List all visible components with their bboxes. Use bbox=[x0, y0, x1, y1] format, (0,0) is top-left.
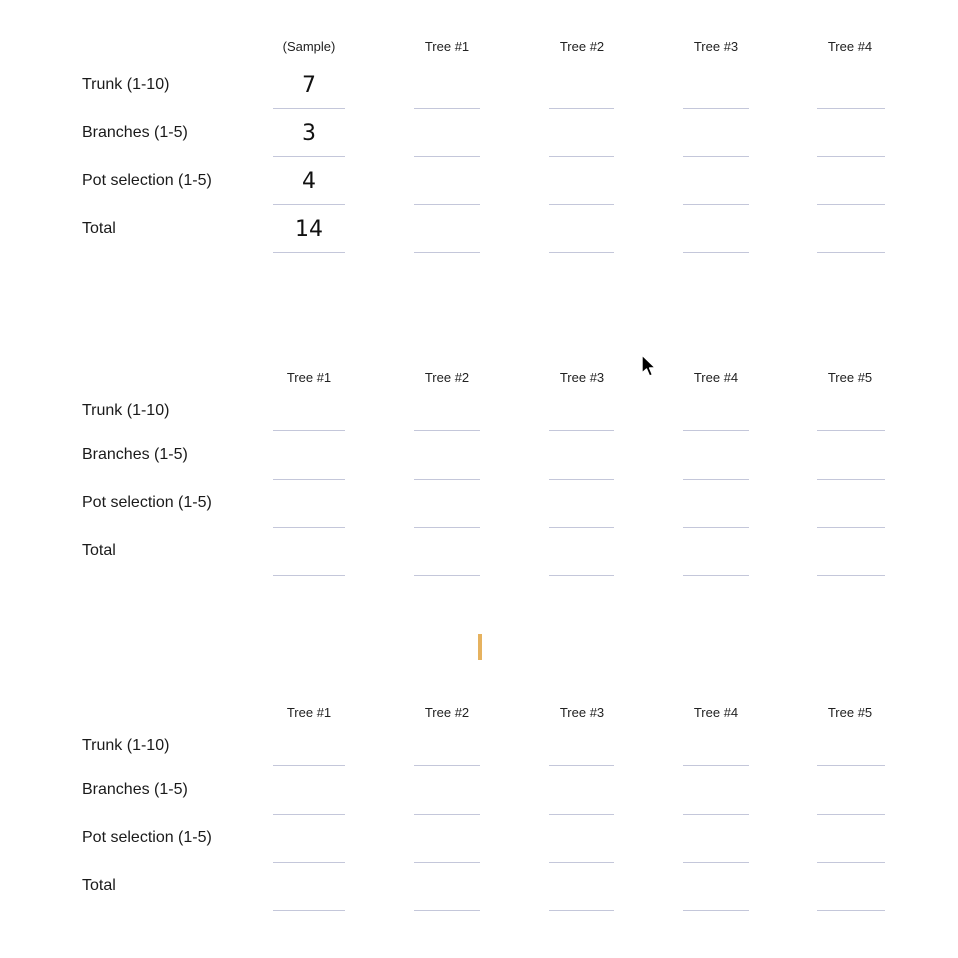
blank-line[interactable] bbox=[549, 862, 614, 863]
blank-line[interactable] bbox=[273, 862, 345, 863]
blank-line[interactable] bbox=[683, 765, 749, 766]
blank-line[interactable] bbox=[414, 108, 480, 109]
row-label-total: Total bbox=[82, 877, 116, 894]
blank-line[interactable] bbox=[414, 765, 480, 766]
col-header-tree-4: Tree #4 bbox=[693, 370, 739, 385]
blank-line[interactable] bbox=[683, 575, 749, 576]
sample-value-pot-selection: 4 bbox=[302, 169, 316, 194]
col-header-tree-1: Tree #1 bbox=[286, 705, 332, 720]
blank-line[interactable] bbox=[817, 575, 885, 576]
col-header-tree-2: Tree #2 bbox=[424, 705, 470, 720]
col-header-tree-1: Tree #1 bbox=[286, 370, 332, 385]
blank-line[interactable] bbox=[817, 252, 885, 253]
row-label-branches: Branches (1-5) bbox=[82, 124, 188, 141]
row-label-pot-selection: Pot selection (1-5) bbox=[82, 494, 212, 511]
blank-line[interactable] bbox=[549, 479, 614, 480]
blank-line[interactable] bbox=[549, 765, 614, 766]
row-label-pot-selection: Pot selection (1-5) bbox=[82, 829, 212, 846]
blank-line[interactable] bbox=[414, 252, 480, 253]
col-header-tree-3: Tree #3 bbox=[559, 705, 605, 720]
blank-line[interactable] bbox=[817, 108, 885, 109]
blank-line[interactable] bbox=[273, 252, 345, 253]
blank-line[interactable] bbox=[414, 862, 480, 863]
col-header-tree-5: Tree #5 bbox=[827, 705, 873, 720]
blank-line[interactable] bbox=[414, 430, 480, 431]
blank-line[interactable] bbox=[817, 765, 885, 766]
blank-line[interactable] bbox=[414, 910, 480, 911]
blank-line[interactable] bbox=[273, 575, 345, 576]
mouse-pointer-icon bbox=[640, 354, 658, 378]
text-caret-icon bbox=[478, 634, 482, 660]
col-header-sample: (Sample) bbox=[282, 39, 336, 54]
blank-line[interactable] bbox=[549, 814, 614, 815]
row-label-trunk: Trunk (1-10) bbox=[82, 737, 170, 754]
blank-line[interactable] bbox=[817, 910, 885, 911]
blank-line[interactable] bbox=[683, 862, 749, 863]
blank-line[interactable] bbox=[817, 430, 885, 431]
blank-line[interactable] bbox=[683, 204, 749, 205]
row-label-total: Total bbox=[82, 220, 116, 237]
blank-line[interactable] bbox=[683, 527, 749, 528]
col-header-tree-2: Tree #2 bbox=[424, 370, 470, 385]
blank-line[interactable] bbox=[273, 814, 345, 815]
row-label-total: Total bbox=[82, 542, 116, 559]
blank-line[interactable] bbox=[817, 156, 885, 157]
col-header-tree-4: Tree #4 bbox=[827, 39, 873, 54]
blank-line[interactable] bbox=[273, 108, 345, 109]
blank-line[interactable] bbox=[683, 156, 749, 157]
blank-line[interactable] bbox=[414, 814, 480, 815]
blank-line[interactable] bbox=[549, 575, 614, 576]
blank-line[interactable] bbox=[817, 527, 885, 528]
blank-line[interactable] bbox=[683, 430, 749, 431]
blank-line[interactable] bbox=[414, 479, 480, 480]
col-header-tree-4: Tree #4 bbox=[693, 705, 739, 720]
blank-line[interactable] bbox=[683, 252, 749, 253]
sample-value-trunk: 7 bbox=[302, 73, 316, 98]
row-label-branches: Branches (1-5) bbox=[82, 781, 188, 798]
blank-line[interactable] bbox=[817, 479, 885, 480]
blank-line[interactable] bbox=[273, 204, 345, 205]
col-header-tree-2: Tree #2 bbox=[559, 39, 605, 54]
col-header-tree-1: Tree #1 bbox=[424, 39, 470, 54]
blank-line[interactable] bbox=[549, 527, 614, 528]
blank-line[interactable] bbox=[414, 527, 480, 528]
sample-value-branches: 3 bbox=[302, 121, 316, 146]
blank-line[interactable] bbox=[273, 765, 345, 766]
blank-line[interactable] bbox=[549, 910, 614, 911]
row-label-trunk: Trunk (1-10) bbox=[82, 402, 170, 419]
blank-line[interactable] bbox=[817, 862, 885, 863]
blank-line[interactable] bbox=[817, 204, 885, 205]
blank-line[interactable] bbox=[683, 108, 749, 109]
blank-line[interactable] bbox=[273, 156, 345, 157]
blank-line[interactable] bbox=[273, 910, 345, 911]
blank-line[interactable] bbox=[549, 204, 614, 205]
col-header-tree-5: Tree #5 bbox=[827, 370, 873, 385]
row-label-trunk: Trunk (1-10) bbox=[82, 76, 170, 93]
blank-line[interactable] bbox=[683, 814, 749, 815]
blank-line[interactable] bbox=[273, 430, 345, 431]
col-header-tree-3: Tree #3 bbox=[693, 39, 739, 54]
blank-line[interactable] bbox=[414, 575, 480, 576]
blank-line[interactable] bbox=[273, 479, 345, 480]
row-label-pot-selection: Pot selection (1-5) bbox=[82, 172, 212, 189]
blank-line[interactable] bbox=[549, 252, 614, 253]
blank-line[interactable] bbox=[414, 156, 480, 157]
blank-line[interactable] bbox=[549, 156, 614, 157]
blank-line[interactable] bbox=[549, 430, 614, 431]
blank-line[interactable] bbox=[414, 204, 480, 205]
blank-line[interactable] bbox=[549, 108, 614, 109]
col-header-tree-3: Tree #3 bbox=[559, 370, 605, 385]
blank-line[interactable] bbox=[683, 910, 749, 911]
sample-value-total: 14 bbox=[295, 217, 323, 242]
blank-line[interactable] bbox=[817, 814, 885, 815]
row-label-branches: Branches (1-5) bbox=[82, 446, 188, 463]
blank-line[interactable] bbox=[683, 479, 749, 480]
blank-line[interactable] bbox=[273, 527, 345, 528]
